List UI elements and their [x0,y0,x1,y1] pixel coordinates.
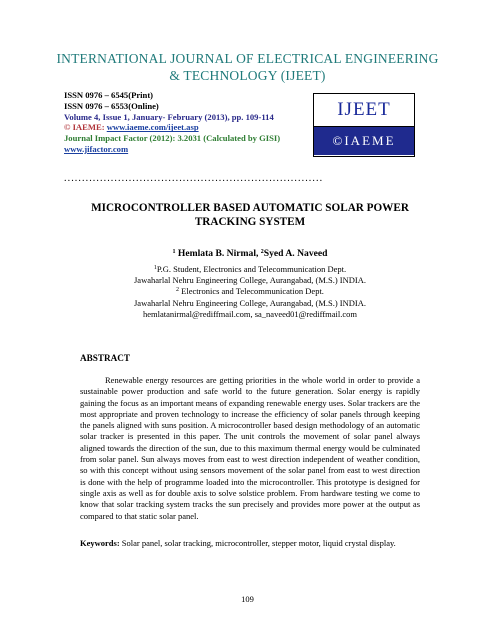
publisher-line [64,122,280,133]
journal-meta [64,90,280,155]
paper-title-line2: TRACKING SYSTEM [194,215,306,228]
affiliation-3 [64,286,436,297]
authors [64,248,436,260]
page-number: 109 [241,594,254,604]
affiliations [64,264,436,320]
logo-bottom-text: ©IAEME [314,127,414,155]
author2-marker: 2 [260,249,264,255]
journal-title-line1: INTERNATIONAL JOURNAL OF ELECTRICAL ENGINEERING [56,51,439,66]
author2-name: Syed A. Naveed [263,248,328,259]
ijeet-logo [313,93,415,157]
affil3-marker: 2 [176,287,180,294]
volume-info: Volume 4, Issue 1, January- February (2013), pp. 109-114 [64,111,274,122]
paper-title [64,202,436,229]
keywords-label: Keywords: [80,538,120,548]
impact-factor: Journal Impact Factor (2012): 3.2031 (Calculated by GISI) [64,133,281,144]
author1-name: Hemlata B. Nirmal, [175,248,261,259]
keywords [80,538,420,549]
abstract-heading: ABSTRACT [80,353,131,363]
dotted-separator: ........................................................................ [64,174,324,184]
journal-title-line2: & TECHNOLOGY (IJEET) [169,68,326,83]
keywords-text: Solar panel, solar tracking, microcontroller, stepper motor, liquid crystal display. [119,538,396,548]
author-emails: hemlatanirmal@rediffmail.com, sa_naveed01@rediffmail.com [142,308,358,319]
abstract-text: Renewable energy resources are getting priorities in the whole world in order to provide a sustainable power production and safe world to the future generation. Solar energy is rapidly gaining the focus as an important means of expanding renewable energy uses. Solar trackers are the most appropriate and proven technology to increase the efficiency of solar panels through keeping the panels aligned with suns position. A microcontroller based design methodology of an automatic solar tracker is presented in this paper. The unit controls the movement of solar panel always aligned towards the direction of the sun, due to this maximum thermal energy would be culminated from solar panel. Sun always moves from east to west direction independent of weather condition, so with this concept without using sensors movement of the solar panel from east to west direction is done with the help of programme loaded into the microcontroller. This prototype is designed for single axis as well as for double axis to solve solstice problem. From hardware testing we come to know that solar tracking system tracks the sun precisely and provides more power at the output as compared to that static solar panel. [80,375,420,521]
author1-marker: 1 [172,249,176,255]
affil3-text: Electronics and Telecommunication Dept. [179,286,324,297]
affil1-text: P.G. Student, Electronics and Telecommunication Dept. [156,264,347,274]
journal-title [40,50,455,84]
abstract-body [80,375,420,522]
affiliation-2: Jawaharlal Nehru Engineering College, Aurangabad, (M.S.) INDIA. [133,275,367,286]
paper-title-line1: MICROCONTROLLER BASED AUTOMATIC SOLAR POWER [91,202,409,214]
issn-print: ISSN 0976 – 6545(Print) [64,90,154,100]
affiliation-1 [64,264,436,275]
jifactor-link[interactable]: www.jifactor.com [64,143,129,154]
publisher-link[interactable]: www.iaeme.com/ijeet.asp [106,122,199,133]
affiliation-4: Jawaharlal Nehru Engineering College, Aurangabad, (M.S.) INDIA. [133,297,367,308]
issn-online: ISSN 0976 – 6553(Online) [64,100,159,111]
logo-top-text: IJEET [314,94,414,127]
affil1-marker: 1 [153,265,157,271]
publisher-prefix: © IAEME: [64,122,107,133]
